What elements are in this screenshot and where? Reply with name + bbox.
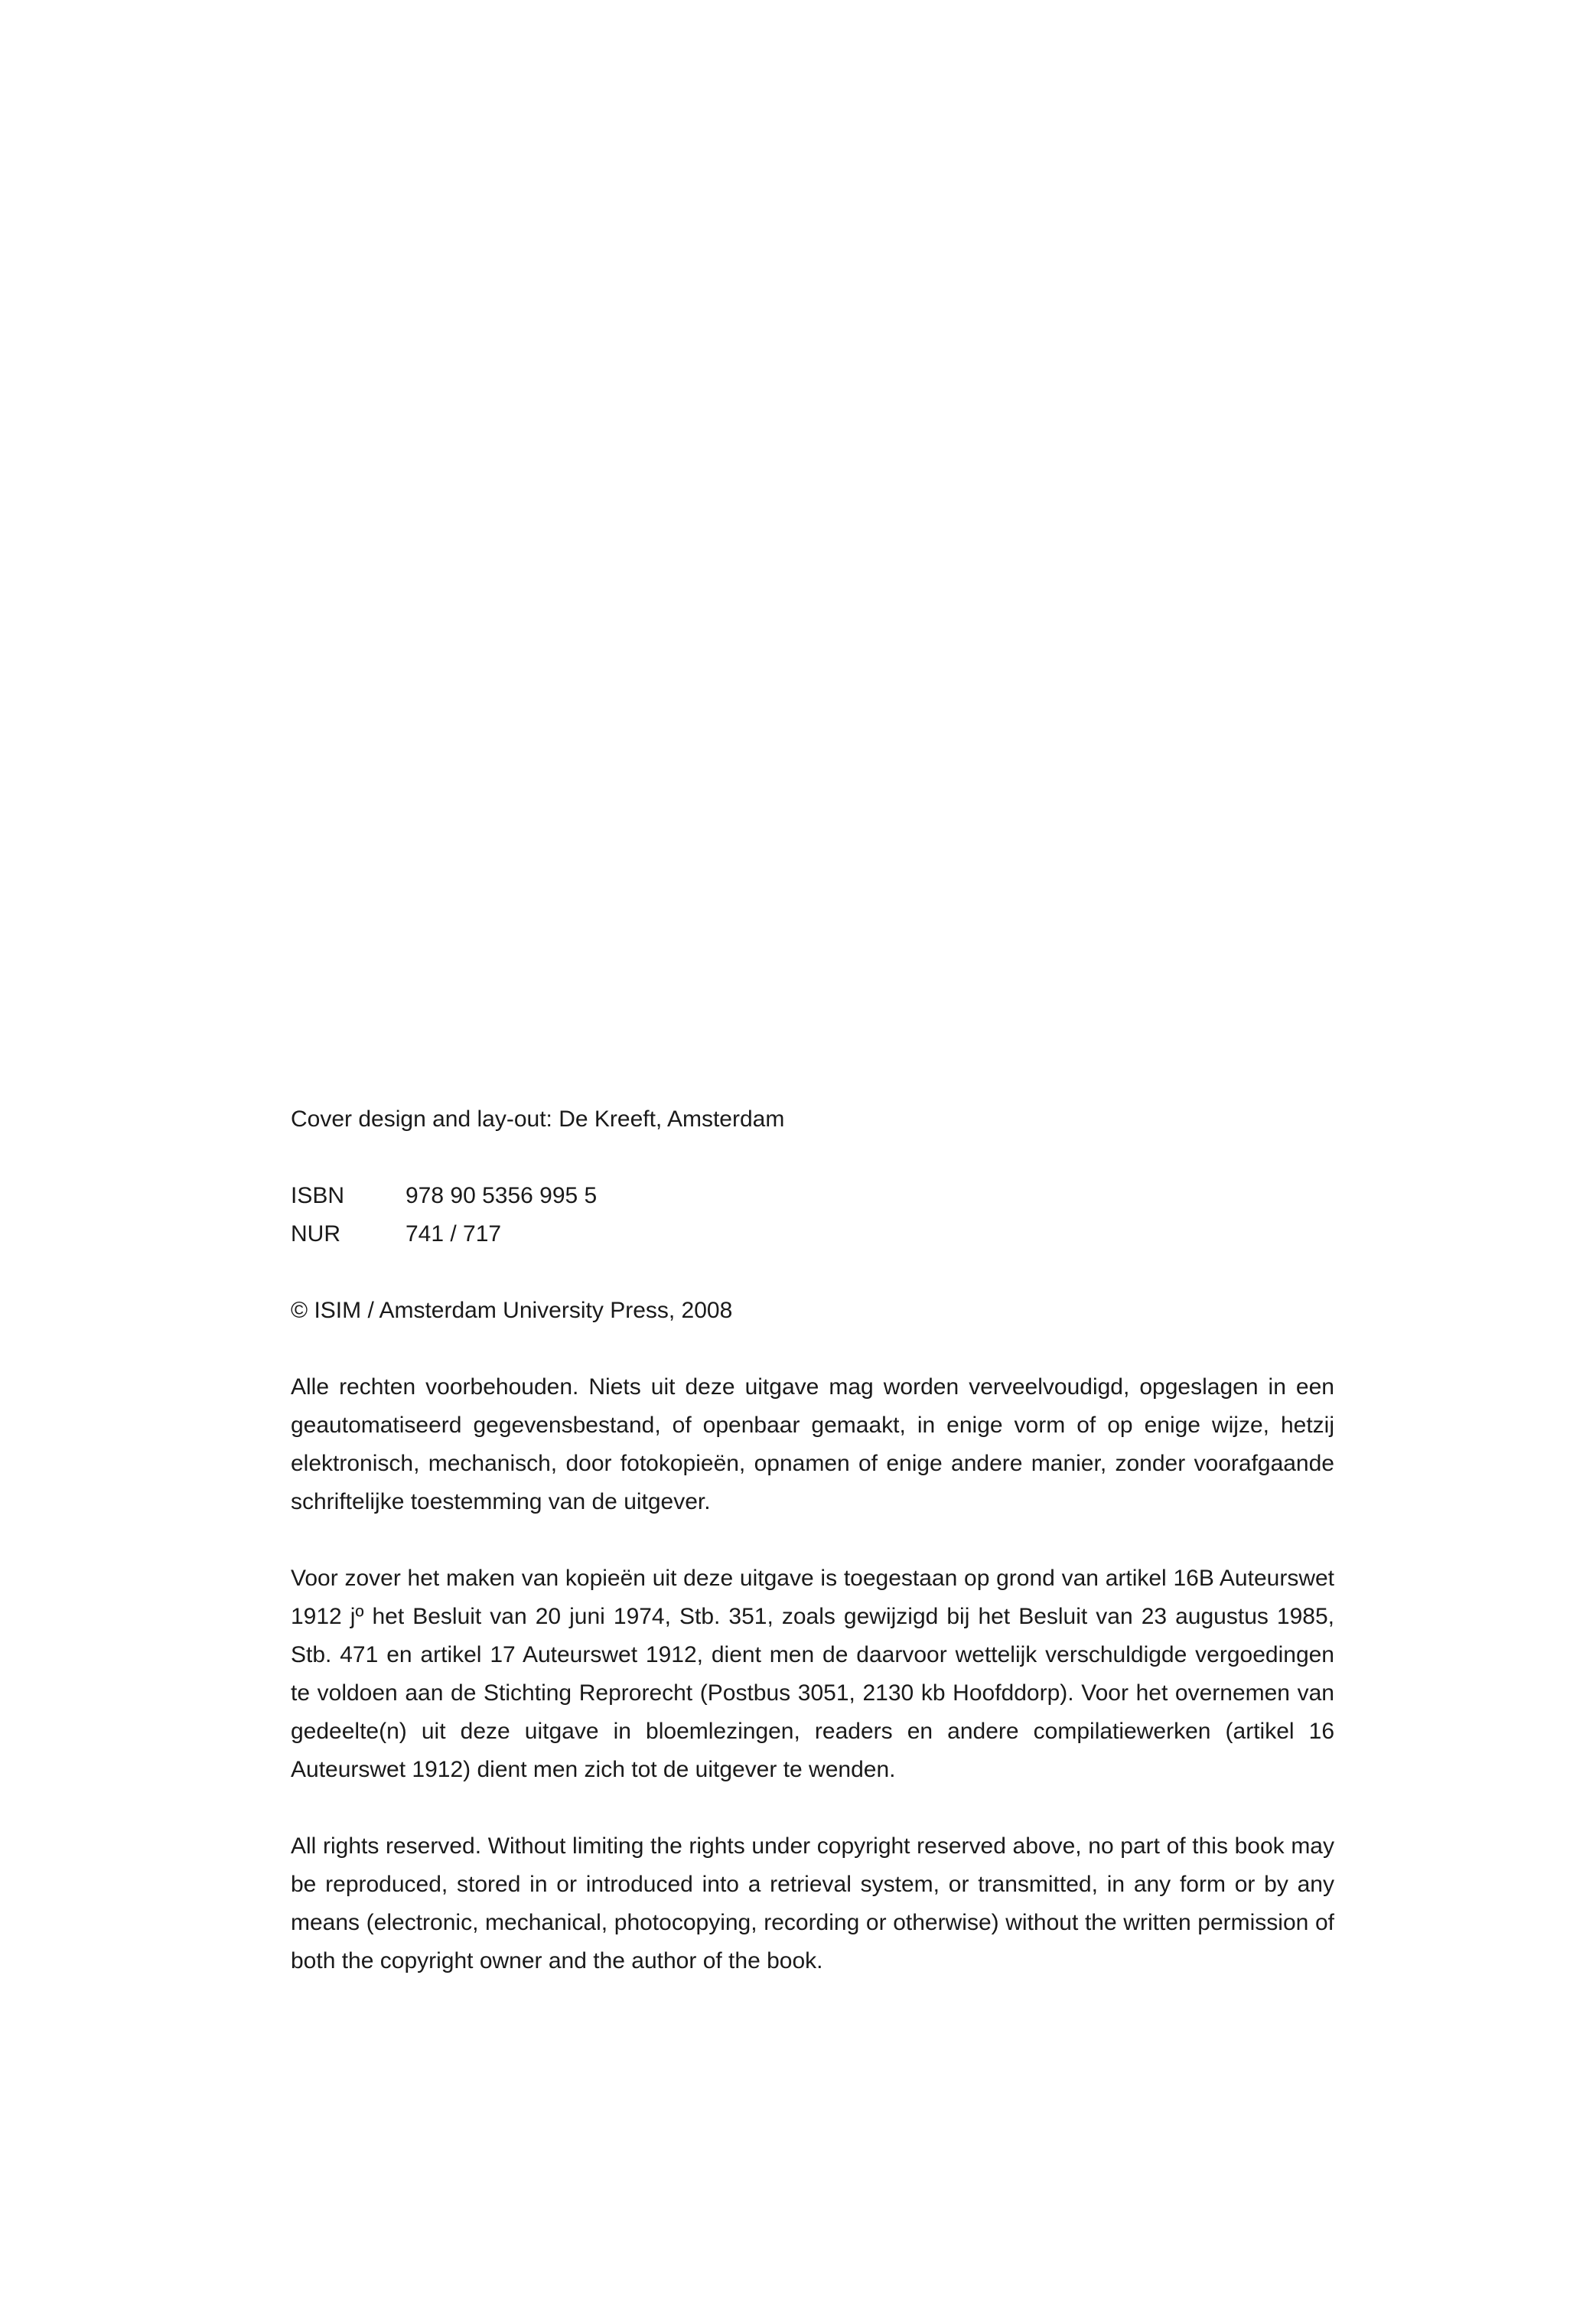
isbn-row [291, 1177, 1334, 1215]
identifier-table [291, 1177, 1334, 1253]
isbn-label: ISBN [291, 1183, 345, 1208]
copyright-notice: © ISIM / Amsterdam University Press, 2008 [291, 1298, 733, 1323]
nur-value: 741 / 717 [406, 1221, 502, 1247]
copying-paragraph-dutch: Voor zover het maken van kopieën uit deze uitgave is toegestaan op grond van artikel 16B Auteurswet 1912 jº het Besluit van 20 juni 1974, Stb. 351, zoals gewijzigd bij het Besluit van 23 augustus 1985, Stb. 471 en artikel 17 Auteurswet 1912, dient men de daarvoor wettelijk verschuldigde vergoedingen te voldoen aan de Stichting Reprorecht (Postbus 3051, 2130 kb Hoofddorp). Voor het overnemen van gedeelte(n) uit deze uitgave in bloemlezingen, readers en andere compilatiewerken (artikel 16 Auteurswet 1912) dient men zich tot de uitgever te wenden. [291, 1566, 1334, 1782]
colophon [291, 1100, 1334, 1980]
rights-paragraph-english: All rights reserved. Without limiting the rights under copyright reserved above, no part of this book may be reproduced, stored in or introduced into a retrieval system, or transmitted, in any form or by any means (electronic, mechanical, photocopying, recording or otherwise) without the written permission of both the copyright owner and the author of the book. [291, 1833, 1334, 1973]
isbn-value: 978 90 5356 995 5 [406, 1183, 598, 1208]
nur-row [291, 1215, 1334, 1253]
nur-label: NUR [291, 1221, 340, 1247]
rights-paragraph-dutch: Alle rechten voorbehouden. Niets uit deze uitgave mag worden verveelvoudigd, opgeslagen in een geautomatiseerd gegevensbestand, of openbaar gemaakt, in enige vorm of op enige wijze, hetzij elektronisch, mechanisch, door fotokopieën, opnamen of enige andere manier, zonder voorafgaande schriftelijke toestemming van de uitgever. [291, 1374, 1334, 1514]
design-credit: Cover design and lay-out: De Kreeft, Amsterdam [291, 1107, 785, 1132]
